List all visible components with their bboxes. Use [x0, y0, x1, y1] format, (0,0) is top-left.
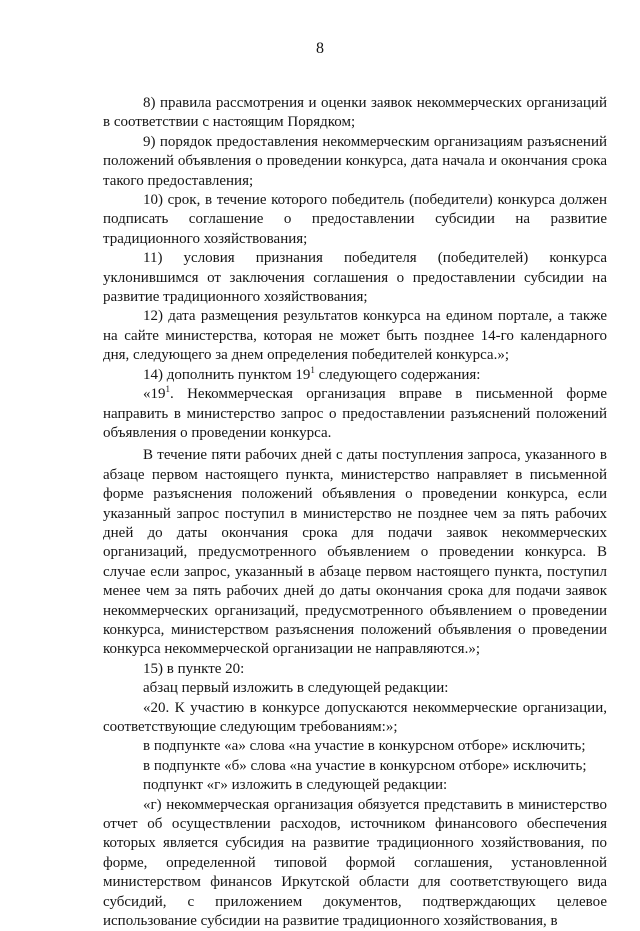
paragraph-first-abzac: абзац первый изложить в следующей редакции: — [143, 680, 449, 697]
quote19-text-before: «19 — [143, 386, 166, 403]
paragraph-subpoint-g: подпункт «г» изложить в следующей редакции: — [143, 777, 448, 794]
item14-superscript: 1 — [310, 364, 315, 375]
paragraph-item-12: 12) дата размещения результатов конкурса на едином портале, а также на сайте министерства, которая не может быть позднее 14-го календарного дня, следующего за днем определения победителей конкурса.»; — [103, 308, 607, 364]
paragraph-subpoint-a: в подпункте «а» слова «на участие в конкурсном отборе» исключить; — [143, 738, 586, 755]
paragraph-item-15: 15) в пункте 20: — [143, 660, 245, 677]
item14-text-after: следующего содержания: — [314, 366, 481, 383]
paragraph-item-8: 8) правила рассмотрения и оценки заявок некоммерческих организаций в соответствии с настоящим Порядком; — [103, 95, 607, 131]
item14-text-before: 14) дополнить пунктом 19 — [143, 366, 311, 383]
paragraph-clarification-term: В течение пяти рабочих дней с даты поступления запроса, указанного в абзаце первом настоящего пункта, министерство направляет в письменной форме разъяснения положений объявления о проведении конкурса, если указанный запрос поступил в министерство не позднее чем за пять рабочих дней до даты окончания срока для подачи заявок некоммерческих организаций, предусмотренного объявлением о проведении конкурса. В случае если запрос, указанный в абзаце первом настоящего пункта, поступил менее чем за пять рабочих дней до даты окончания срока для подачи заявок некоммерческих организаций, предусмотренного объявлением о проведении конкурса, министерством разъяснения положений объявления о проведении конкурса некоммерческой организации не направляются.»; — [103, 447, 607, 658]
page-number: 8 — [316, 40, 324, 57]
paragraph-item-14 — [103, 366, 607, 385]
quote19-superscript: 1 — [165, 384, 170, 395]
paragraph-quote-19-1 — [103, 385, 607, 443]
paragraph-subpoint-b: в подпункте «б» слова «на участие в конкурсном отборе» исключить; — [143, 757, 587, 774]
paragraph-item-9: 9) порядок предоставления некоммерческим организациям разъяснений положений объявления о проведении конкурса, дата начала и окончания срока такого предоставления; — [103, 133, 607, 189]
document-body — [103, 94, 607, 931]
paragraph-quote-g: «г) некоммерческая организация обязуется представить в министерство отчет об осуществлении расходов, источником финансового обеспечения которых является субсидия на развитие традиционного хозяйствования, по форме, определенной типовой формой соглашения, установленной министерством финансов Иркутской области для соответствующего вида субсидий, с приложением документов, подтверждающих целевое использование субсидии на развитие традиционного хозяйствования, в — [103, 796, 607, 930]
paragraph-quote-20: «20. К участию в конкурсе допускаются некоммерческие организации, соответствующие следующим требованиям:»; — [103, 699, 607, 735]
quote19-text-after: . Некоммерческая организация вправе в письменной форме направить в министерство запрос о предоставлении разъяснений положений объявления о проведении конкурса. — [103, 386, 607, 441]
paragraph-item-10: 10) срок, в течение которого победитель (победители) конкурса должен подписать соглашение о предоставлении субсидии на развитие традиционного хозяйствования; — [103, 192, 607, 247]
paragraph-item-11: 11) условия признания победителя (победителей) конкурса уклонившимся от заключения соглашения о предоставлении субсидии на развитие традиционного хозяйствования; — [103, 250, 607, 306]
